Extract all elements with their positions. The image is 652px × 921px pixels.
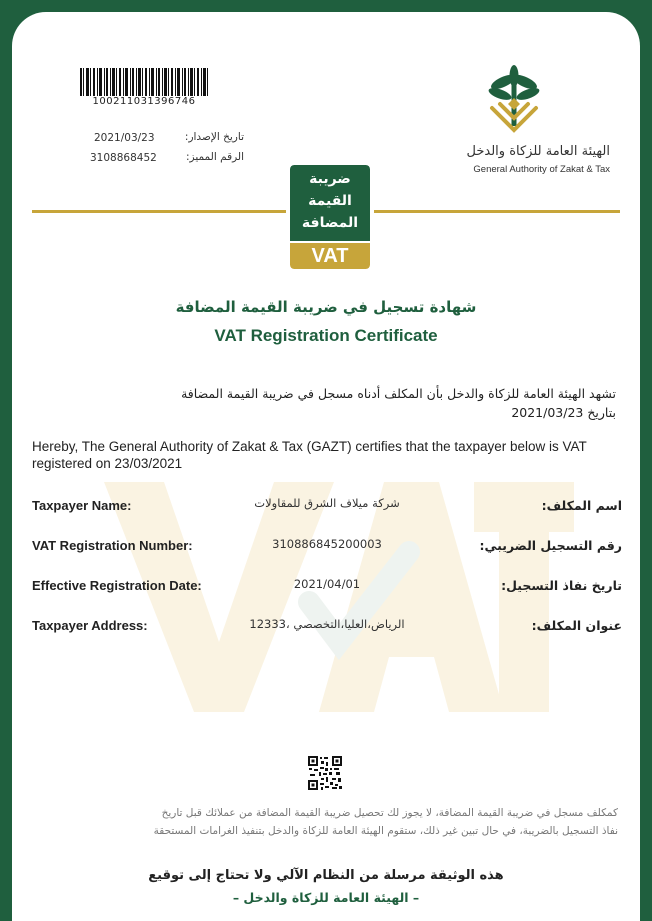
statement-ar-line2: بتاريخ 2021/03/23 — [511, 405, 616, 420]
barcode-number: 100211031396746 — [76, 96, 212, 108]
vat-badge-line3: المضافة — [301, 215, 359, 231]
vat-badge-word: VAT — [311, 245, 349, 267]
vat-watermark — [104, 482, 574, 712]
divider-right — [374, 210, 620, 213]
vat-badge-line2: القيمة — [308, 193, 352, 209]
certificate-page — [12, 12, 640, 921]
footer-authority: – الهيئة العامة للزكاة والدخل – — [232, 890, 420, 905]
field-address-label-en: Taxpayer Address: — [32, 618, 148, 633]
authority-name-en: General Authority of Zakat & Tax — [473, 164, 610, 175]
field-vat-value: 310886845200003 — [272, 537, 382, 551]
vat-badge-bottom — [290, 243, 370, 269]
tin-value: 3108868452 — [90, 152, 157, 164]
vat-badge — [290, 165, 370, 269]
footer-note-line1: كمكلف مسجل في ضريبة القيمة المضافة، لا يجوز لك تحصيل ضريبة القيمة المضافة من عملائك قبل تاريخ — [161, 807, 618, 819]
statement-en: Hereby, The General Authority of Zakat & Tax (GAZT) certifies that the taxpayer below is VAT registered on 23/03/2021 — [32, 439, 587, 471]
statement-ar-line1: تشهد الهيئة العامة للزكاة والدخل بأن المكلف أدناه مسجل في ضريبة القيمة المضافة — [181, 386, 616, 401]
tin-label: الرقم المميز: — [185, 151, 244, 163]
vat-badge-line1: ضريبة — [309, 171, 351, 187]
issue-date-label: تاريخ الإصدار: — [184, 131, 244, 143]
field-vat-label-ar: رقم التسجيل الضريبي: — [479, 538, 622, 553]
field-address-value: الرياض،العليا،التخصصي ،12333 — [249, 617, 405, 631]
zakat-authority-logo — [482, 64, 546, 144]
divider-left — [32, 210, 286, 213]
footer-note — [28, 804, 618, 840]
qr-code — [308, 756, 342, 790]
vat-badge-top — [290, 165, 370, 241]
footer-auto-generated: هذه الوثيقة مرسلة من النظام الآلي ولا تحتاج إلى توقيع — [148, 868, 504, 883]
issue-date-value: 2021/03/23 — [94, 132, 155, 144]
field-date-label-ar: تاريخ نفاذ التسجيل: — [501, 578, 622, 593]
field-name-label-ar: اسم المكلف: — [541, 498, 622, 513]
field-date-label-en: Effective Registration Date: — [32, 578, 202, 593]
title-en: VAT Registration Certificate — [214, 326, 438, 345]
statement-ar — [26, 384, 616, 422]
authority-name-ar: الهيئة العامة للزكاة والدخل — [466, 144, 610, 159]
field-address-label-ar: عنوان المكلف: — [531, 618, 622, 633]
field-name-value: شركة ميلاف الشرق للمقاولات — [254, 496, 400, 510]
field-name-label-en: Taxpayer Name: — [32, 498, 132, 513]
title-ar: شهادة تسجيل في ضريبة القيمة المضافة — [175, 298, 477, 316]
field-vat-label-en: VAT Registration Number: — [32, 538, 193, 553]
footer-note-line2: نفاذ التسجيل بالضريبة، في حال تبين غير ذلك، ستقوم الهيئة العامة للزكاة والدخل بتنفيذ الغرامات المستحقة — [153, 825, 618, 837]
field-date-value: 2021/04/01 — [293, 577, 361, 591]
